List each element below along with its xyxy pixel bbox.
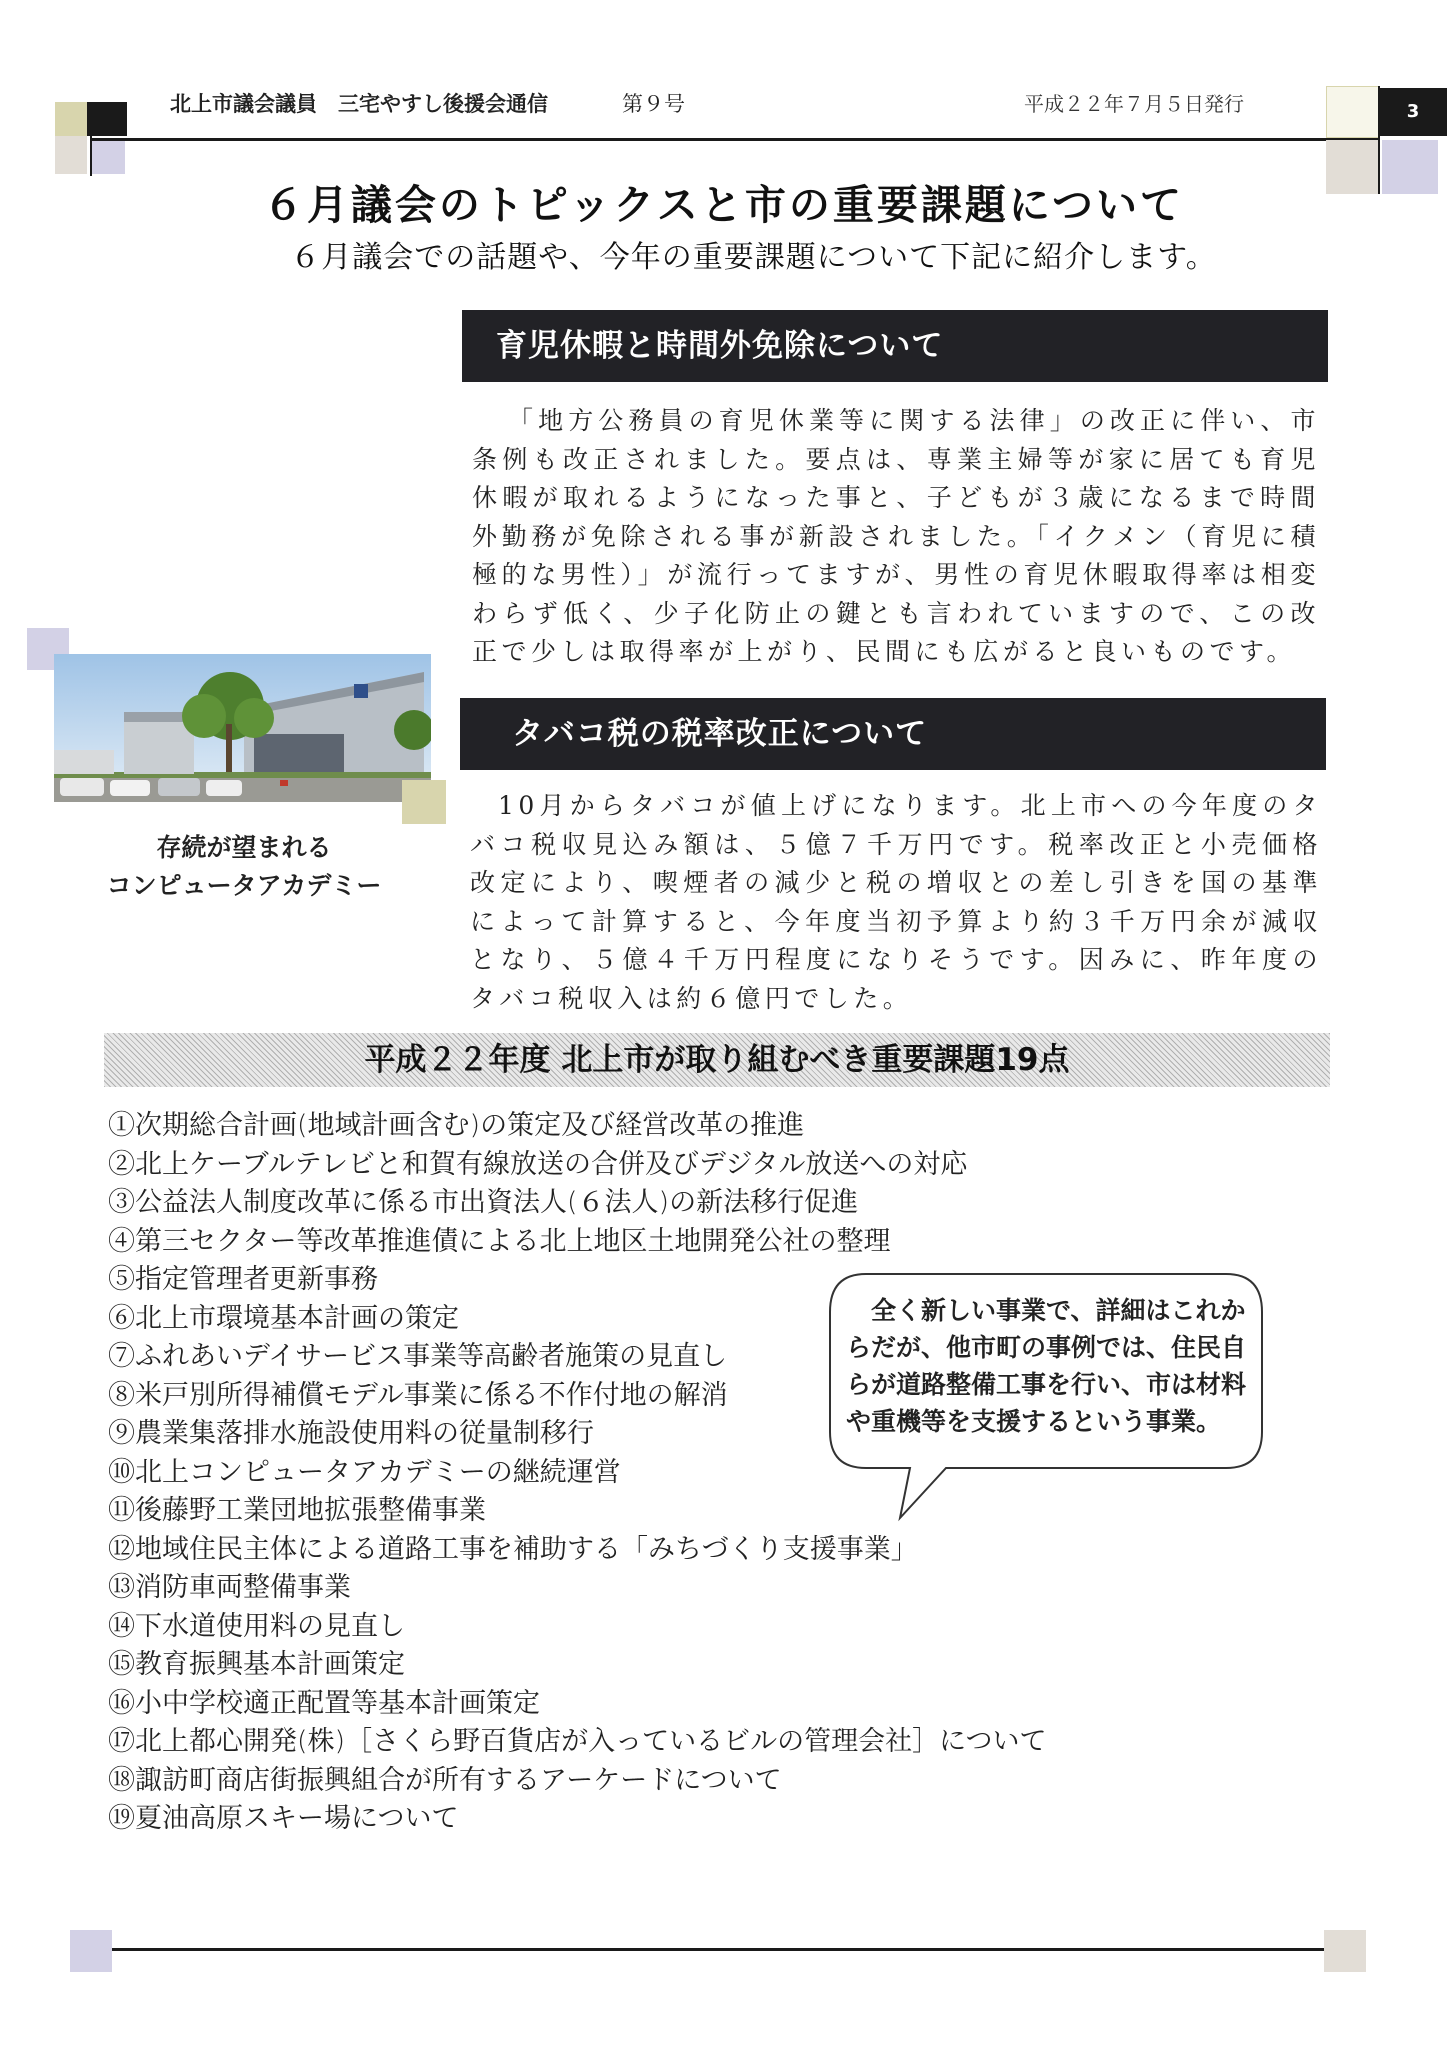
page-title: ６月議会のトピックスと市の重要課題について	[262, 181, 1185, 229]
issues-banner	[104, 1033, 1330, 1087]
photo-caption-line2: コンピュータアカデミー	[106, 871, 382, 900]
issue-item: ⑤指定管理者更新事務	[108, 1264, 378, 1295]
issue-item: ⑬消防車両整備事業	[108, 1572, 351, 1603]
issue-item: ⑫地域住民主体による道路工事を補助する「みちづくり支援事業」	[108, 1533, 918, 1565]
header-deco-square-olive	[55, 102, 87, 136]
header-deco-square-lavender	[91, 140, 125, 174]
header-rule	[90, 138, 1379, 141]
issue-item: ⑩北上コンピュータアカデミーの継続運営	[108, 1456, 621, 1488]
issue-date: 平成２２年７月５日発行	[1024, 92, 1244, 116]
footer-rule	[112, 1948, 1324, 1951]
issue-item: ⑥北上市環境基本計画の策定	[108, 1302, 459, 1334]
photo-caption-line1: 存続が望まれる	[156, 833, 332, 862]
page-number: 3	[1379, 88, 1447, 136]
issue-number: 第９号	[622, 92, 685, 116]
issue-item: ⑧米戸別所得補償モデル事業に係る不作付地の解消	[108, 1379, 728, 1411]
issue-item: ⑱諏訪町商店街振興組合が所有するアーケードについて	[108, 1764, 782, 1796]
issue-item: ⑮教育振興基本計画策定	[108, 1649, 405, 1680]
computer-academy-photo	[54, 654, 431, 802]
section-heading-tobacco: タバコ税の税率改正について	[460, 698, 1326, 770]
issue-item: ⑨農業集落排水施設使用料の従量制移行	[108, 1418, 594, 1449]
issue-item: ③公益法人制度改革に係る市出資法人(６法人)の新法移行促進	[108, 1187, 859, 1218]
issues-banner-title: 平成２２年度 北上市が取り組むべき重要課題19点	[364, 1042, 1070, 1078]
section-body-tobacco: 10月からタバコが値上げになります。北上市への今年度のタバコ税収見込み額は、５億７千万円です。税率改正と小売価格改定により、喫煙者の減少と税の増収との差し引きを国の基準によって計算すると、今年度当初予算より約３千万円余が減収となり、５億４千万円程度になりそうです。因みに、昨年度のタバコ税収入は約６億円でした。	[470, 791, 1322, 1013]
publication-name: 北上市議会議員 三宅やすし後援会通信	[170, 92, 548, 116]
issue-item: ⑭下水道使用料の見直し	[108, 1610, 405, 1642]
issue-item: ⑰北上都心開発(株)［さくら野百貨店が入っているビルの管理会社］について	[108, 1726, 1047, 1757]
issue-item: ④第三セクター等改革推進債による北上地区土地開発公社の整理	[108, 1225, 891, 1257]
header-deco-square-beige	[55, 136, 87, 174]
section-body-childcare: 「地方公務員の育児休業等に関する法律」の改正に伴い、市条例も改正されました。要点は、専業主婦等が家に居ても育児休暇が取れるようになった事と、子どもが３歳になるまで時間外勤務が免除される事が新設されました。「イクメン（育児に積極的な男性）」が流行ってますが、男性の育児休暇取得率は相変わらず低く、少子化防止の鍵とも言われていますので、この改正で少しは取得率が上がり、民間にも広がると良いものです。	[472, 406, 1320, 666]
page-subtitle: ６月議会での話題や、今年の重要課題について下記に紹介します。	[290, 240, 1217, 275]
issue-item: ⑦ふれあいデイサービス事業等高齢者施策の見直し	[108, 1341, 728, 1372]
building-illustration	[54, 654, 431, 802]
footer-deco-square-lavender	[70, 1930, 112, 1972]
header-right-deco-square-olive	[1326, 86, 1379, 138]
issue-item: ①次期総合計画(地域計画含む)の策定及び経営改革の推進	[108, 1110, 805, 1141]
section-heading-childcare: 育児休暇と時間外免除について	[462, 310, 1328, 382]
issue-item: ⑪後藤野工業団地拡張整備事業	[108, 1495, 486, 1526]
footer-deco-square-beige	[1324, 1930, 1366, 1972]
photo-deco-square-olive	[402, 780, 446, 824]
speech-bubble-text: 全く新しい事業で、詳細はこれからだが、他市町の事例では、住民自らが道路整備工事を行い、市は材料や重機等を支援するという事業。	[846, 1296, 1247, 1436]
issue-item: ⑲夏油高原スキー場について	[108, 1803, 459, 1834]
header-deco-square-dark	[87, 102, 127, 136]
issue-item: ②北上ケーブルテレビと和賀有線放送の合併及びデジタル放送への対応	[108, 1148, 968, 1180]
issue-item: ⑯小中学校適正配置等基本計画策定	[108, 1687, 540, 1719]
